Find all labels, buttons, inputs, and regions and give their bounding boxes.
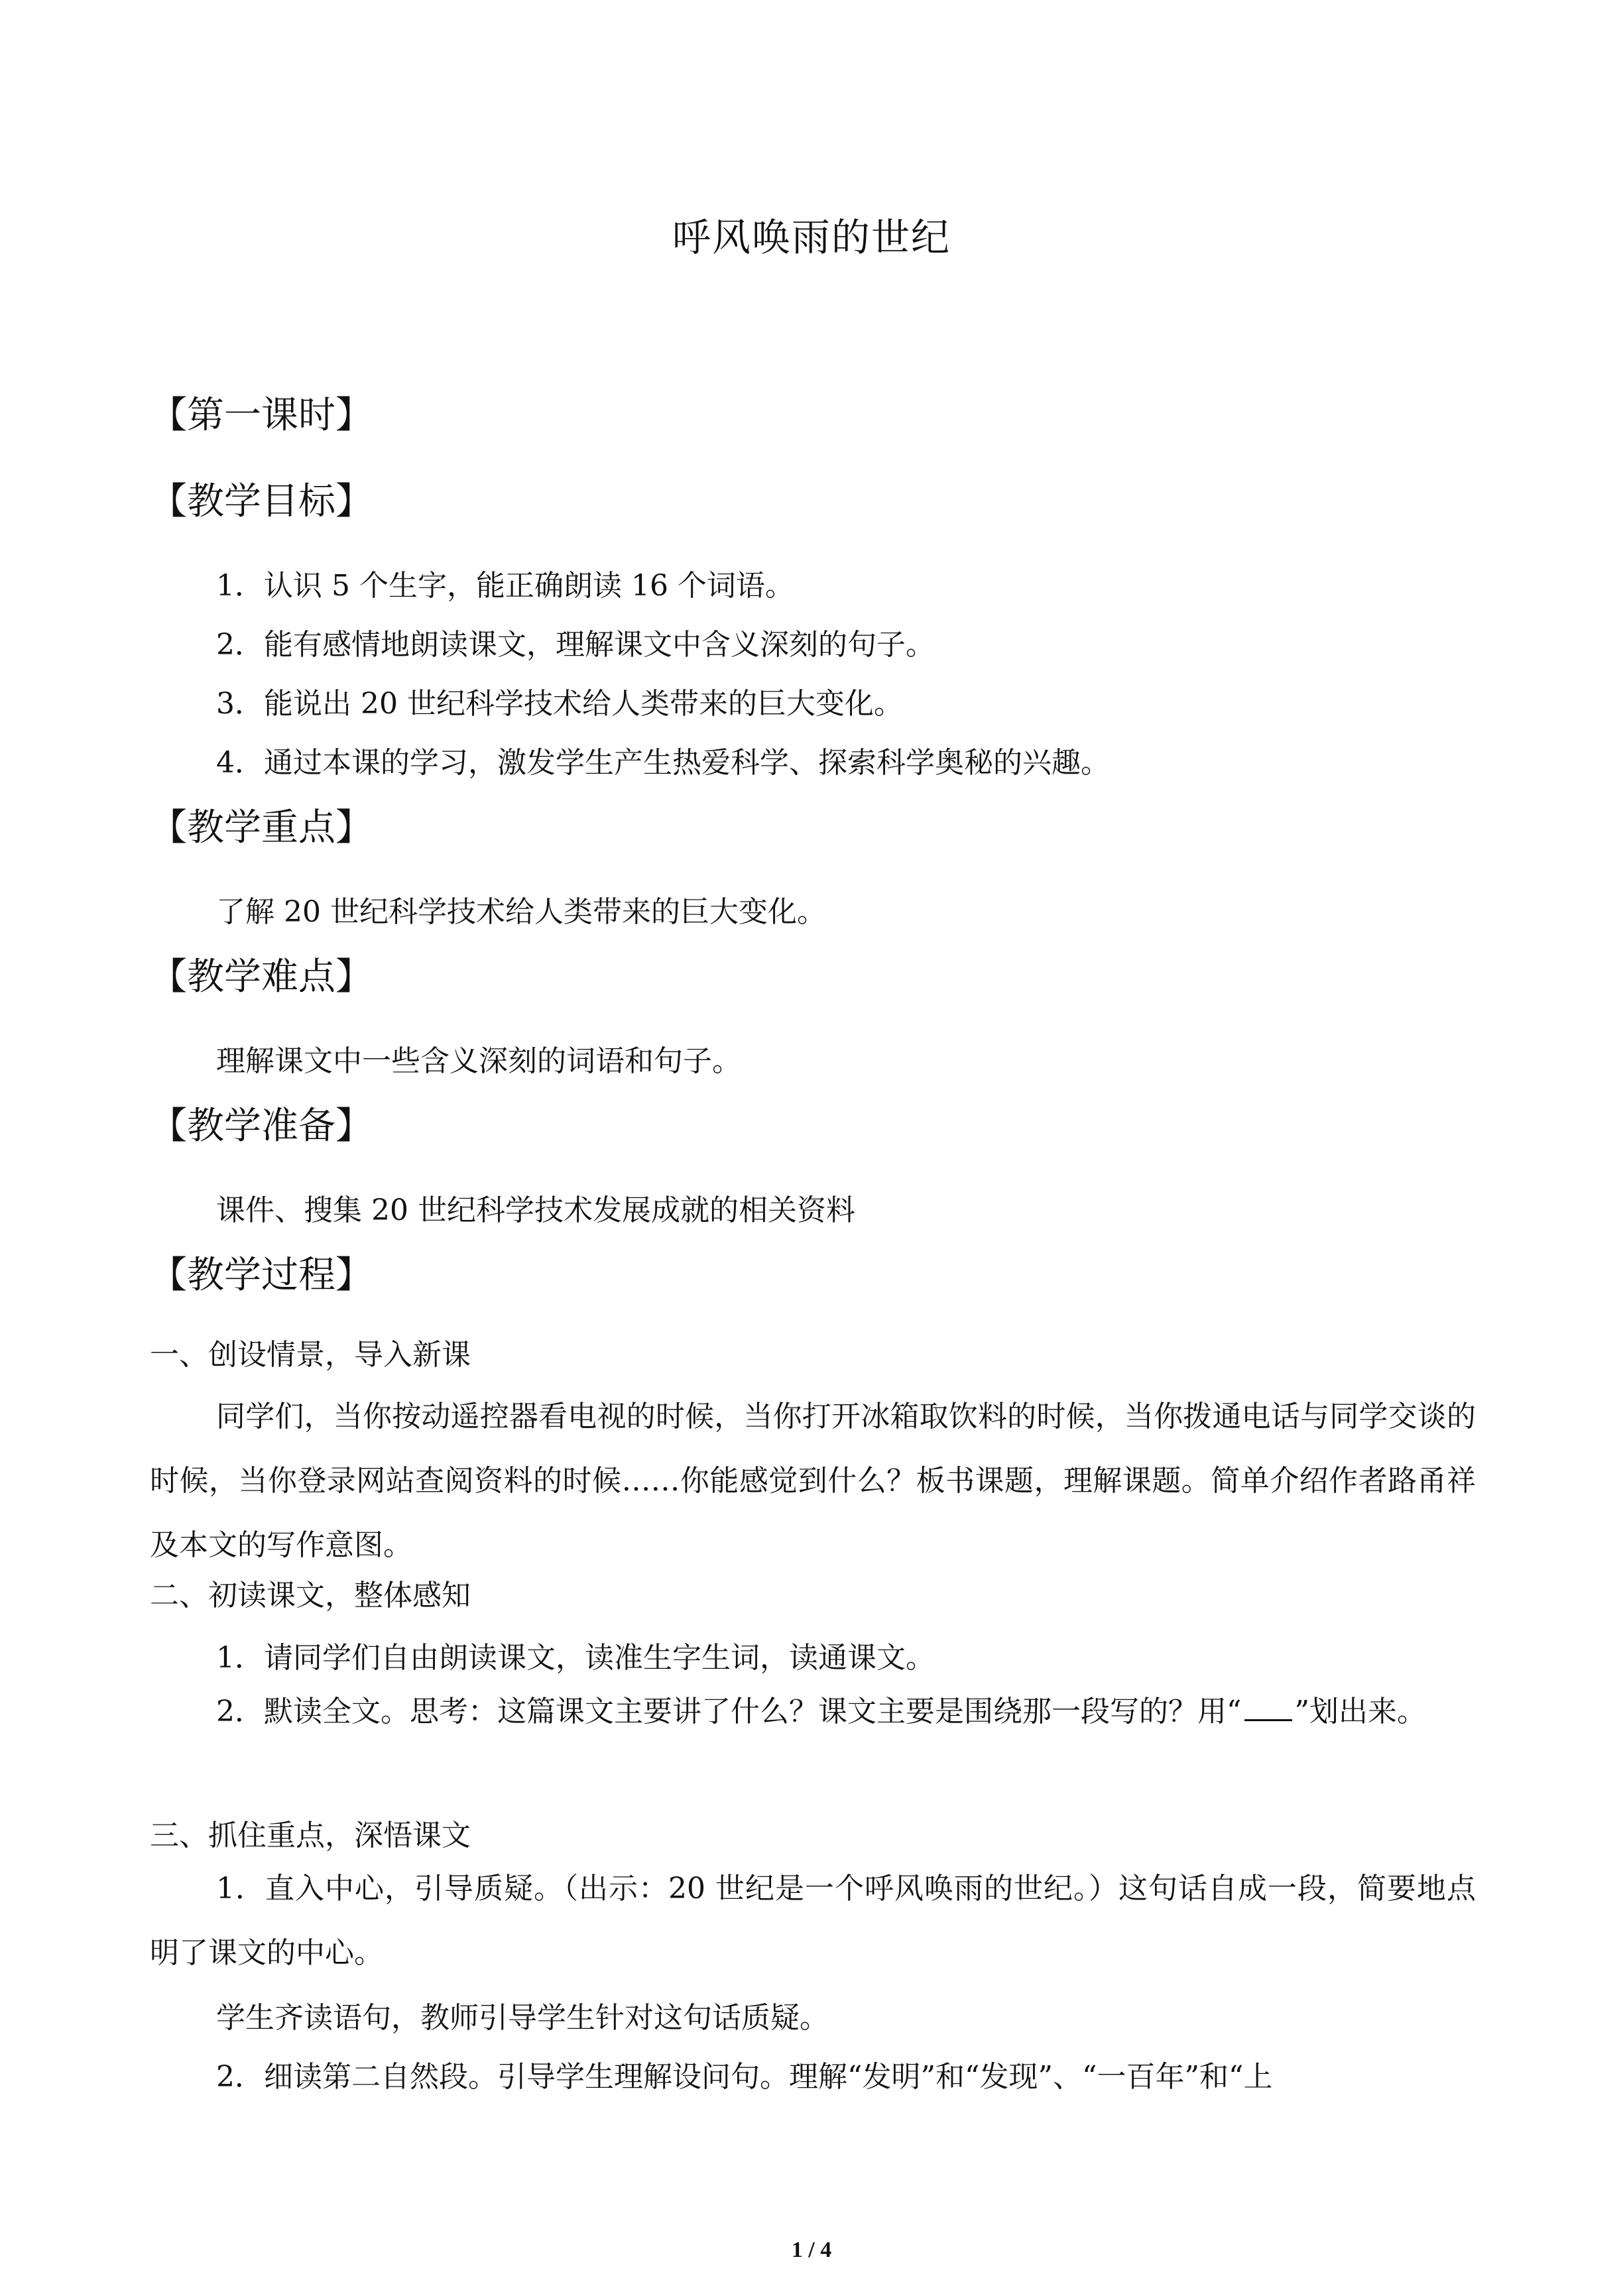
lesson-heading: 【第一课时】	[150, 394, 373, 437]
process-part2-item1: 1．请同学们自由朗读课文，读准生字生词，读通课文。	[216, 1641, 935, 1675]
key-point-text: 了解 20 世纪科学技术给人类带来的巨大变化。	[216, 895, 826, 929]
process-part3-item2: 2．细读第二自然段。引导学生理解设问句。理解“发明”和“发现”、“一百年”和“上	[216, 2060, 1273, 2094]
process-part3-item1-note: 学生齐读语句，教师引导学生针对这句话质疑。	[216, 2001, 829, 2035]
part2-item2-after: ”划出来。	[1294, 1695, 1426, 1728]
process-part2-title: 二、初读课文，整体感知	[150, 1579, 471, 1612]
part2-item2-before: 2．默读全文。思考：这篇课文主要讲了什么？课文主要是围绕那一段写的？用“	[216, 1695, 1242, 1728]
page-title: 呼风唤雨的世纪	[672, 215, 951, 260]
objective-item-4: 4．通过本课的学习，激发学生产生热爱科学、探索科学奥秘的兴趣。	[216, 746, 1110, 780]
process-part2-item2	[150, 1679, 1476, 1744]
key-point-heading: 【教学重点】	[150, 806, 373, 849]
objectives-heading: 【教学目标】	[150, 480, 373, 523]
process-part3-title: 三、抓住重点，深悟课文	[150, 1819, 471, 1852]
page-number: 1 / 4	[791, 2238, 832, 2262]
process-part1-text: 同学们，当你按动遥控器看电视的时候，当你打开冰箱取饮料的时候，当你拨通电话与同学交谈的时候，当你登录网站查阅资料的时候……你能感觉到什么？板书课题，理解课题。简单介绍作者路甬祥及本文的写作意图。	[150, 1400, 1476, 1562]
underline-blank	[1244, 1693, 1292, 1721]
process-part3-item1: 1．直入中心，引导质疑。（出示：20 世纪是一个呼风唤雨的世纪。）这句话自成一段，简要地点明了课文的中心。	[150, 1872, 1476, 1970]
difficulty-text: 理解课文中一些含义深刻的词语和句子。	[216, 1044, 741, 1078]
objective-item-3: 3．能说出 20 世纪科学技术给人类带来的巨大变化。	[216, 687, 903, 721]
objective-item-2: 2．能有感情地朗读课文，理解课文中含义深刻的句子。	[216, 628, 935, 662]
process-part1-title: 一、创设情景，导入新课	[150, 1338, 471, 1372]
preparation-heading: 【教学准备】	[150, 1105, 373, 1148]
objective-item-1: 1．认识 5 个生字，能正确朗读 16 个词语。	[216, 569, 794, 603]
difficulty-heading: 【教学难点】	[150, 955, 373, 998]
preparation-text: 课件、搜集 20 世纪科学技术发展成就的相关资料	[216, 1193, 855, 1227]
process-heading: 【教学过程】	[150, 1254, 373, 1297]
